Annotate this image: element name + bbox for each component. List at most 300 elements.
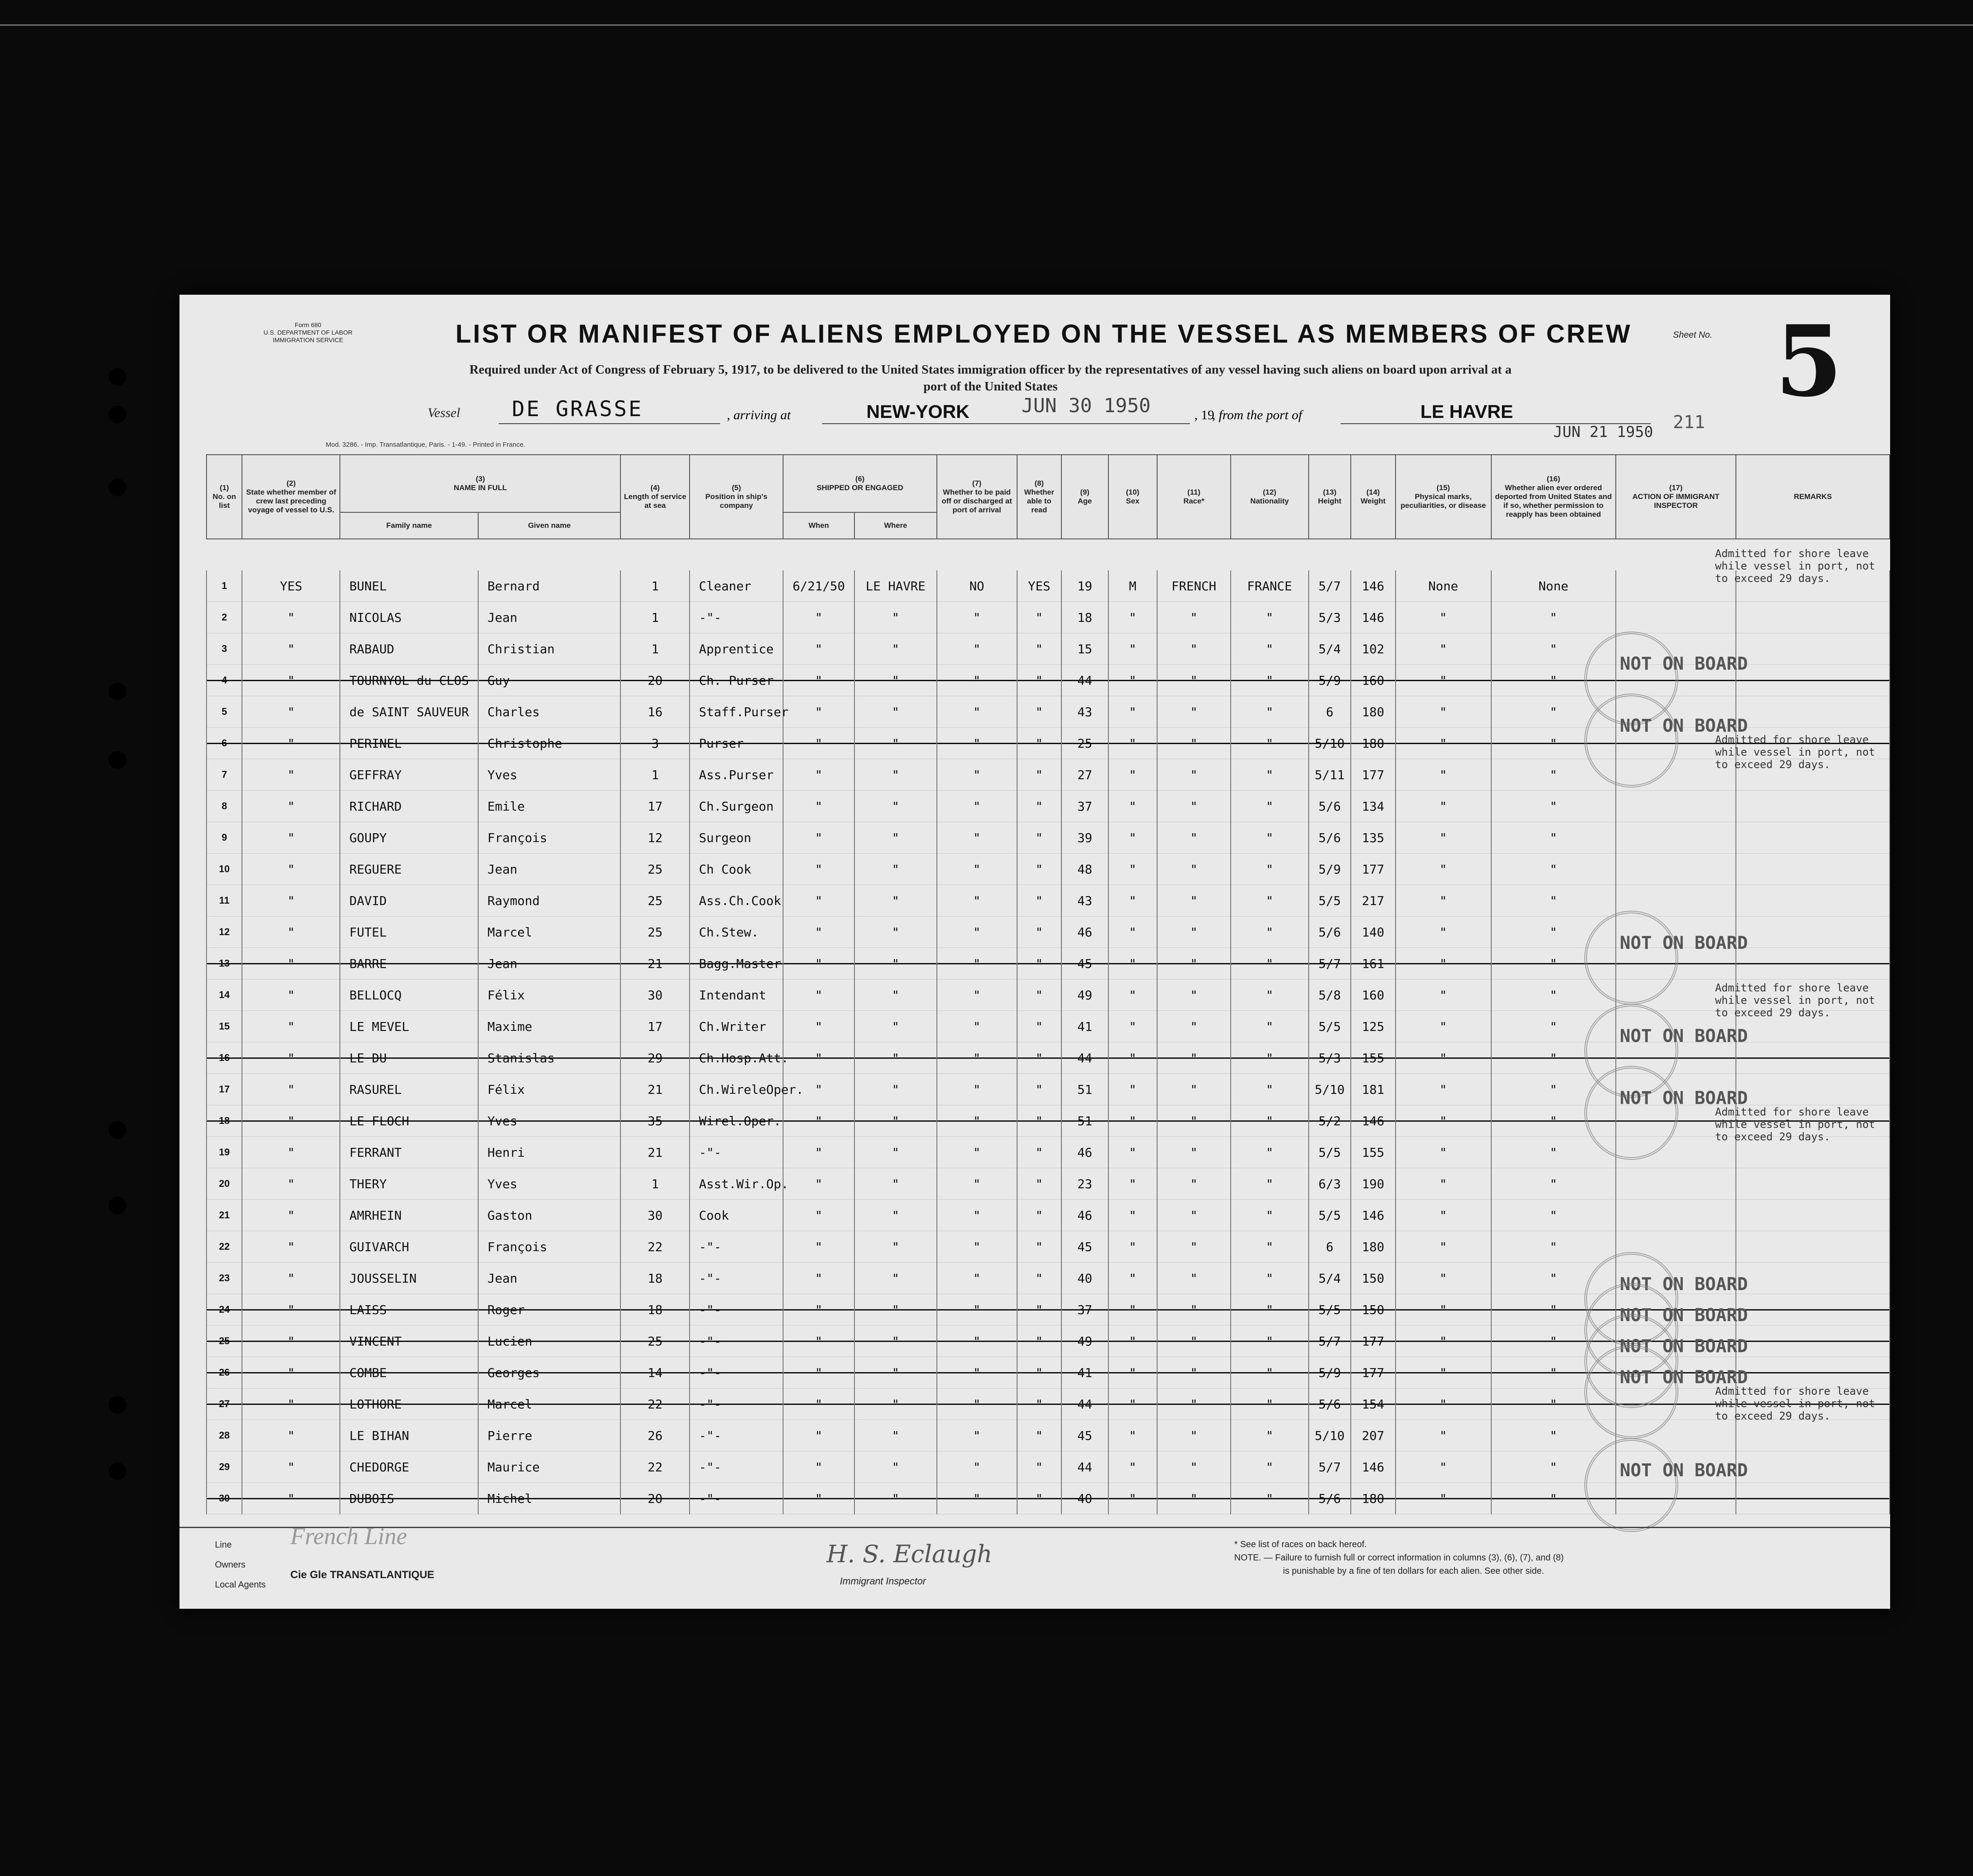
service-cell: 14 xyxy=(620,1357,690,1388)
paid-off-cell: " xyxy=(937,854,1017,885)
service-cell: 21 xyxy=(620,1137,690,1168)
immigration-seal-icon xyxy=(1584,1345,1678,1439)
nationality-cell: " xyxy=(1231,602,1309,633)
departure-port: LE HAVRE xyxy=(1420,401,1513,422)
paid-off-cell: " xyxy=(937,633,1017,665)
weight-cell: 134 xyxy=(1351,791,1395,822)
nationality-cell: " xyxy=(1231,979,1309,1011)
prev-voyage-cell: " xyxy=(242,948,340,979)
shipped-where-cell: " xyxy=(854,1074,937,1105)
weight-cell: 102 xyxy=(1351,633,1395,665)
shipped-when-cell: " xyxy=(783,1105,854,1137)
height-cell: 5/6 xyxy=(1309,822,1351,854)
family-name-cell: RASUREL xyxy=(340,1074,478,1105)
read-cell: " xyxy=(1017,1326,1061,1357)
height-cell: 5/10 xyxy=(1309,728,1351,759)
sex-cell: " xyxy=(1108,979,1158,1011)
read-cell: " xyxy=(1017,979,1061,1011)
age-cell: 49 xyxy=(1061,1326,1108,1357)
shipped-where-cell: " xyxy=(854,1200,937,1231)
prev-voyage-cell: " xyxy=(242,1451,340,1483)
col-header-marks: (15) Physical marks, peculiarities, or disease xyxy=(1396,455,1491,539)
race-cell: " xyxy=(1157,1420,1231,1451)
not-on-board-stamp: NOT ON BOARD xyxy=(1620,1088,1748,1108)
marks-cell: " xyxy=(1396,1294,1491,1326)
race-cell: " xyxy=(1157,1042,1231,1074)
weight-cell: 180 xyxy=(1351,1483,1395,1514)
shipped-where-cell: " xyxy=(854,822,937,854)
marks-cell: " xyxy=(1396,1388,1491,1420)
shipped-where-cell: " xyxy=(854,979,937,1011)
marks-cell: None xyxy=(1396,570,1491,602)
given-name-cell: Jean xyxy=(478,948,621,979)
binder-hole xyxy=(109,368,126,386)
marks-cell: " xyxy=(1396,1451,1491,1483)
paid-off-cell: " xyxy=(937,1420,1017,1451)
given-name-cell: Marcel xyxy=(478,1388,621,1420)
marks-cell: " xyxy=(1396,885,1491,917)
prev-voyage-cell: " xyxy=(242,1357,340,1388)
weight-cell: 177 xyxy=(1351,854,1395,885)
weight-cell: 160 xyxy=(1351,665,1395,696)
sex-cell: M xyxy=(1108,570,1158,602)
row-number: 1 xyxy=(207,570,242,602)
family-name-cell: PERINEL xyxy=(340,728,478,759)
marks-cell: " xyxy=(1396,854,1491,885)
sex-cell: " xyxy=(1108,633,1158,665)
binder-hole xyxy=(109,1463,126,1480)
table-row xyxy=(207,602,1890,633)
sex-cell: " xyxy=(1108,1388,1158,1420)
age-cell: 44 xyxy=(1061,1388,1108,1420)
deported-cell: " xyxy=(1491,1011,1616,1042)
deported-cell: " xyxy=(1491,791,1616,822)
service-cell: 20 xyxy=(620,665,690,696)
prev-voyage-cell: " xyxy=(242,1231,340,1263)
race-cell: " xyxy=(1157,1105,1231,1137)
given-name-cell: Félix xyxy=(478,1074,621,1105)
read-cell: " xyxy=(1017,696,1061,728)
subtitle-line-1: Required under Act of Congress of February 5, 1917, to be delivered to the United States immigration officer by the representatives of any vessel having such aliens on board upon arrival at a xyxy=(469,363,1512,377)
deported-cell: " xyxy=(1491,1294,1616,1326)
service-cell: 21 xyxy=(620,948,690,979)
remarks-cell xyxy=(1736,1357,1890,1388)
service-cell: 22 xyxy=(620,1231,690,1263)
nationality-cell: " xyxy=(1231,1011,1309,1042)
deported-cell: " xyxy=(1491,1074,1616,1105)
sex-cell: " xyxy=(1108,791,1158,822)
service-cell: 26 xyxy=(620,1420,690,1451)
shipped-when-cell: " xyxy=(783,728,854,759)
not-on-board-stamp: NOT ON BOARD xyxy=(1620,1336,1748,1357)
nationality-cell: " xyxy=(1231,1137,1309,1168)
deported-cell: " xyxy=(1491,1168,1616,1200)
deported-cell: " xyxy=(1491,602,1616,633)
col-header-race: (11) Race* xyxy=(1157,455,1231,539)
family-name-cell: LE BIHAN xyxy=(340,1420,478,1451)
col-header-deported: (16) Whether alien ever ordered deported from United States and if so, whether permission to reapply has been obtained xyxy=(1491,455,1616,539)
service-cell: 25 xyxy=(620,1326,690,1357)
height-cell: 5/6 xyxy=(1309,791,1351,822)
sex-cell: " xyxy=(1108,1231,1158,1263)
weight-cell: 161 xyxy=(1351,948,1395,979)
read-cell: " xyxy=(1017,1168,1061,1200)
paid-off-cell: " xyxy=(937,1042,1017,1074)
prev-voyage-cell: " xyxy=(242,1388,340,1420)
shipped-when-cell: " xyxy=(783,1231,854,1263)
race-cell: " xyxy=(1157,1011,1231,1042)
footer-note xyxy=(1234,1538,1564,1578)
col-header-remarks: REMARKS xyxy=(1736,455,1890,539)
service-cell: 29 xyxy=(620,1042,690,1074)
marks-cell: " xyxy=(1396,791,1491,822)
shipped-where-cell: " xyxy=(854,948,937,979)
service-cell: 20 xyxy=(620,1483,690,1514)
remarks-cell xyxy=(1736,822,1890,854)
footer xyxy=(179,1523,1890,1609)
position-cell: Bagg.Master xyxy=(690,948,783,979)
paid-off-cell: NO xyxy=(937,570,1017,602)
row-number: 18 xyxy=(207,1105,242,1137)
height-cell: 5/11 xyxy=(1309,759,1351,791)
height-cell: 5/7 xyxy=(1309,948,1351,979)
position-cell: -"- xyxy=(690,1137,783,1168)
nationality-cell: " xyxy=(1231,759,1309,791)
read-cell: " xyxy=(1017,1263,1061,1294)
position-cell: Ch.Stew. xyxy=(690,917,783,948)
shipped-where-cell: " xyxy=(854,1137,937,1168)
read-cell: " xyxy=(1017,1105,1061,1137)
inspector-label: Immigrant Inspector xyxy=(840,1576,926,1587)
nationality-cell: " xyxy=(1231,1294,1309,1326)
family-name-cell: GUIVARCH xyxy=(340,1231,478,1263)
shipped-when-cell: " xyxy=(783,1137,854,1168)
deported-cell: " xyxy=(1491,1042,1616,1074)
height-cell: 5/5 xyxy=(1309,1011,1351,1042)
shipped-when-cell: " xyxy=(783,1168,854,1200)
given-name-cell: François xyxy=(478,1231,621,1263)
sex-cell: " xyxy=(1108,1263,1158,1294)
shipped-when-cell: " xyxy=(783,822,854,854)
row-number: 16 xyxy=(207,1042,242,1074)
service-cell: 1 xyxy=(620,759,690,791)
row-number: 10 xyxy=(207,854,242,885)
prev-voyage-cell: " xyxy=(242,665,340,696)
sex-cell: " xyxy=(1108,1011,1158,1042)
read-cell: " xyxy=(1017,1011,1061,1042)
film-edge-line xyxy=(0,24,1973,26)
shipped-where-cell: " xyxy=(854,696,937,728)
col-header-no: (1) No. on list xyxy=(207,455,242,539)
form-id-line: U.S. DEPARTMENT OF LABOR xyxy=(263,329,353,336)
position-cell: Ch.Surgeon xyxy=(690,791,783,822)
row-number: 20 xyxy=(207,1168,242,1200)
remarks-cell xyxy=(1736,1263,1890,1294)
nationality-cell: " xyxy=(1231,1357,1309,1388)
row-number: 22 xyxy=(207,1231,242,1263)
age-cell: 44 xyxy=(1061,1451,1108,1483)
prev-voyage-cell: " xyxy=(242,1200,340,1231)
paid-off-cell: " xyxy=(937,1388,1017,1420)
marks-cell: " xyxy=(1396,1357,1491,1388)
remarks-cell xyxy=(1736,885,1890,917)
remarks-cell xyxy=(1736,948,1890,979)
service-cell: 1 xyxy=(620,633,690,665)
given-name-cell: Jean xyxy=(478,1263,621,1294)
shipped-where-cell: " xyxy=(854,665,937,696)
weight-cell: 146 xyxy=(1351,1105,1395,1137)
deported-cell: " xyxy=(1491,1263,1616,1294)
manifest-sheet xyxy=(179,295,1890,1609)
form-id-line: Form 680 xyxy=(295,321,321,328)
race-cell: " xyxy=(1157,917,1231,948)
service-cell: 17 xyxy=(620,1011,690,1042)
remarks-cell xyxy=(1736,917,1890,948)
inspector-action-cell xyxy=(1616,602,1736,633)
read-cell: " xyxy=(1017,917,1061,948)
paid-off-cell: " xyxy=(937,917,1017,948)
service-cell: 21 xyxy=(620,1074,690,1105)
immigration-seal-icon xyxy=(1584,911,1678,1005)
departure-date-stamp: JUN 21 1950 xyxy=(1553,423,1653,441)
age-cell: 44 xyxy=(1061,665,1108,696)
sex-cell: " xyxy=(1108,854,1158,885)
row-number: 21 xyxy=(207,1200,242,1231)
sex-cell: " xyxy=(1108,665,1158,696)
sex-cell: " xyxy=(1108,1451,1158,1483)
admitted-remark: Admitted for shore leave while vessel in port, not to exceed 29 days. xyxy=(1715,733,1876,771)
prev-voyage-cell: " xyxy=(242,1137,340,1168)
race-cell: " xyxy=(1157,1168,1231,1200)
deported-cell: " xyxy=(1491,1388,1616,1420)
age-cell: 27 xyxy=(1061,759,1108,791)
height-cell: 5/9 xyxy=(1309,854,1351,885)
remarks-cell xyxy=(1736,1420,1890,1451)
prev-voyage-cell: " xyxy=(242,1011,340,1042)
service-cell: 17 xyxy=(620,791,690,822)
marks-cell: " xyxy=(1396,759,1491,791)
sheet-number: 5 xyxy=(1775,304,1843,418)
shipped-where-cell: " xyxy=(854,1451,937,1483)
remarks-cell xyxy=(1736,633,1890,665)
height-cell: 5/3 xyxy=(1309,1042,1351,1074)
shipped-where-cell: " xyxy=(854,1105,937,1137)
race-cell: " xyxy=(1157,1483,1231,1514)
race-cell: " xyxy=(1157,1200,1231,1231)
deported-cell: " xyxy=(1491,822,1616,854)
sex-cell: " xyxy=(1108,759,1158,791)
table-spacer-row xyxy=(207,539,1890,570)
position-cell: Cleaner xyxy=(690,570,783,602)
nationality-cell: " xyxy=(1231,885,1309,917)
shipped-where-cell: " xyxy=(854,917,937,948)
shipped-where-cell: " xyxy=(854,1263,937,1294)
read-cell: " xyxy=(1017,728,1061,759)
weight-cell: 146 xyxy=(1351,602,1395,633)
table-row xyxy=(207,791,1890,822)
weight-cell: 135 xyxy=(1351,822,1395,854)
given-name-cell: Jean xyxy=(478,854,621,885)
col-header-name: (3) NAME IN FULL xyxy=(340,455,620,512)
prev-voyage-cell: " xyxy=(242,1420,340,1451)
remarks-cell xyxy=(1736,1200,1890,1231)
not-on-board-stamp: NOT ON BOARD xyxy=(1620,1460,1748,1481)
read-cell: " xyxy=(1017,1231,1061,1263)
deported-cell: " xyxy=(1491,885,1616,917)
col-header-shipped: (6) SHIPPED OR ENGAGED xyxy=(783,455,937,512)
read-cell: " xyxy=(1017,1137,1061,1168)
row-number: 29 xyxy=(207,1451,242,1483)
age-cell: 51 xyxy=(1061,1105,1108,1137)
nationality-cell: " xyxy=(1231,854,1309,885)
col-header-nationality: (12) Nationality xyxy=(1231,455,1309,539)
binder-holes xyxy=(106,248,133,1489)
sex-cell: " xyxy=(1108,948,1158,979)
race-cell: " xyxy=(1157,1137,1231,1168)
read-cell: " xyxy=(1017,854,1061,885)
deported-cell: " xyxy=(1491,854,1616,885)
shipped-where-cell: LE HAVRE xyxy=(854,570,937,602)
agents-label: Local Agents xyxy=(215,1580,266,1590)
height-cell: 5/7 xyxy=(1309,1326,1351,1357)
note-line-1: * See list of races on back hereof. xyxy=(1234,1540,1367,1549)
read-cell: " xyxy=(1017,759,1061,791)
year-label: , 19 xyxy=(1194,408,1214,422)
position-cell: Staff.Purser xyxy=(690,696,783,728)
binder-hole xyxy=(109,1197,126,1214)
binder-hole xyxy=(109,406,126,423)
shipped-where-cell: " xyxy=(854,633,937,665)
family-name-cell: de SAINT SAUVEUR xyxy=(340,696,478,728)
race-cell: " xyxy=(1157,633,1231,665)
remarks-cell xyxy=(1736,602,1890,633)
admitted-remark: Admitted for shore leave while vessel in port, not to exceed 29 days. xyxy=(1715,547,1876,585)
inspector-action-cell xyxy=(1616,791,1736,822)
subtitle xyxy=(326,361,1655,395)
table-row xyxy=(207,822,1890,854)
height-cell: 5/4 xyxy=(1309,1263,1351,1294)
nationality-cell: " xyxy=(1231,917,1309,948)
col-header-family-name: Family name xyxy=(340,512,478,539)
nationality-cell: " xyxy=(1231,1451,1309,1483)
paid-off-cell: " xyxy=(937,1483,1017,1514)
remarks-cell xyxy=(1736,1451,1890,1483)
age-cell: 18 xyxy=(1061,602,1108,633)
shipped-when-cell: " xyxy=(783,602,854,633)
immigration-seal-icon xyxy=(1584,694,1678,788)
paid-off-cell: " xyxy=(937,759,1017,791)
position-cell: -"- xyxy=(690,1357,783,1388)
given-name-cell: Stanislas xyxy=(478,1042,621,1074)
position-cell: -"- xyxy=(690,1388,783,1420)
position-cell: Ass.Ch.Cook xyxy=(690,885,783,917)
row-number: 9 xyxy=(207,822,242,854)
shipped-when-cell: " xyxy=(783,917,854,948)
col-header-paid-off: (7) Whether to be paid off or discharged at port of arrival xyxy=(937,455,1017,539)
family-name-cell: BELLOCQ xyxy=(340,979,478,1011)
race-cell: " xyxy=(1157,728,1231,759)
marks-cell: " xyxy=(1396,696,1491,728)
row-number: 28 xyxy=(207,1420,242,1451)
height-cell: 5/9 xyxy=(1309,1357,1351,1388)
shipped-when-cell: " xyxy=(783,1483,854,1514)
shipped-where-cell: " xyxy=(854,854,937,885)
marks-cell: " xyxy=(1396,1483,1491,1514)
service-cell: 30 xyxy=(620,979,690,1011)
prev-voyage-cell: " xyxy=(242,1042,340,1074)
note-line-2: NOTE. — Failure to furnish full or correct information in columns (3), (6), (7), and (8) xyxy=(1234,1553,1564,1563)
weight-cell: 180 xyxy=(1351,1231,1395,1263)
height-cell: 5/10 xyxy=(1309,1074,1351,1105)
shipped-where-cell: " xyxy=(854,728,937,759)
binder-hole xyxy=(109,1121,126,1139)
paid-off-cell: " xyxy=(937,979,1017,1011)
position-cell: Wirel.Oper. xyxy=(690,1105,783,1137)
paid-off-cell: " xyxy=(937,1263,1017,1294)
height-cell: 5/7 xyxy=(1309,1451,1351,1483)
height-cell: 5/2 xyxy=(1309,1105,1351,1137)
race-cell: FRENCH xyxy=(1157,570,1231,602)
family-name-cell: TOURNYOL du CLOS xyxy=(340,665,478,696)
col-header-where: Where xyxy=(854,512,937,539)
service-cell: 22 xyxy=(620,1388,690,1420)
service-cell: 25 xyxy=(620,885,690,917)
col-header-service: (4) Length of service at sea xyxy=(620,455,690,539)
age-cell: 51 xyxy=(1061,1074,1108,1105)
sex-cell: " xyxy=(1108,602,1158,633)
read-cell: " xyxy=(1017,948,1061,979)
given-name-cell: Pierre xyxy=(478,1420,621,1451)
height-cell: 5/5 xyxy=(1309,1200,1351,1231)
prev-voyage-cell: " xyxy=(242,979,340,1011)
family-name-cell: CHEDORGE xyxy=(340,1451,478,1483)
sex-cell: " xyxy=(1108,822,1158,854)
given-name-cell: Christophe xyxy=(478,728,621,759)
height-cell: 5/8 xyxy=(1309,979,1351,1011)
family-name-cell: VINCENT xyxy=(340,1326,478,1357)
col-header-sex: (10) Sex xyxy=(1108,455,1158,539)
deported-cell: " xyxy=(1491,633,1616,665)
family-name-cell: AMRHEIN xyxy=(340,1200,478,1231)
binder-hole xyxy=(109,751,126,769)
family-name-cell: GOUPY xyxy=(340,822,478,854)
weight-cell: 177 xyxy=(1351,1326,1395,1357)
position-cell: Cook xyxy=(690,1200,783,1231)
row-number: 6 xyxy=(207,728,242,759)
position-cell: Purser xyxy=(690,728,783,759)
marks-cell: " xyxy=(1396,917,1491,948)
deported-cell: " xyxy=(1491,1137,1616,1168)
race-cell: " xyxy=(1157,1231,1231,1263)
paid-off-cell: " xyxy=(937,1011,1017,1042)
position-cell: Ch.Hosp.Att. xyxy=(690,1042,783,1074)
sex-cell: " xyxy=(1108,1105,1158,1137)
sex-cell: " xyxy=(1108,1326,1158,1357)
family-name-cell: LE FLOCH xyxy=(340,1105,478,1137)
prev-voyage-cell: " xyxy=(242,1294,340,1326)
given-name-cell: Gaston xyxy=(478,1200,621,1231)
read-cell: YES xyxy=(1017,570,1061,602)
marks-cell: " xyxy=(1396,1074,1491,1105)
paid-off-cell: " xyxy=(937,1074,1017,1105)
read-cell: " xyxy=(1017,1074,1061,1105)
family-name-cell: GEFFRAY xyxy=(340,759,478,791)
weight-cell: 154 xyxy=(1351,1388,1395,1420)
given-name-cell: Maurice xyxy=(478,1451,621,1483)
paid-off-cell: " xyxy=(937,602,1017,633)
prev-voyage-cell: " xyxy=(242,854,340,885)
col-header-given-name: Given name xyxy=(478,512,621,539)
